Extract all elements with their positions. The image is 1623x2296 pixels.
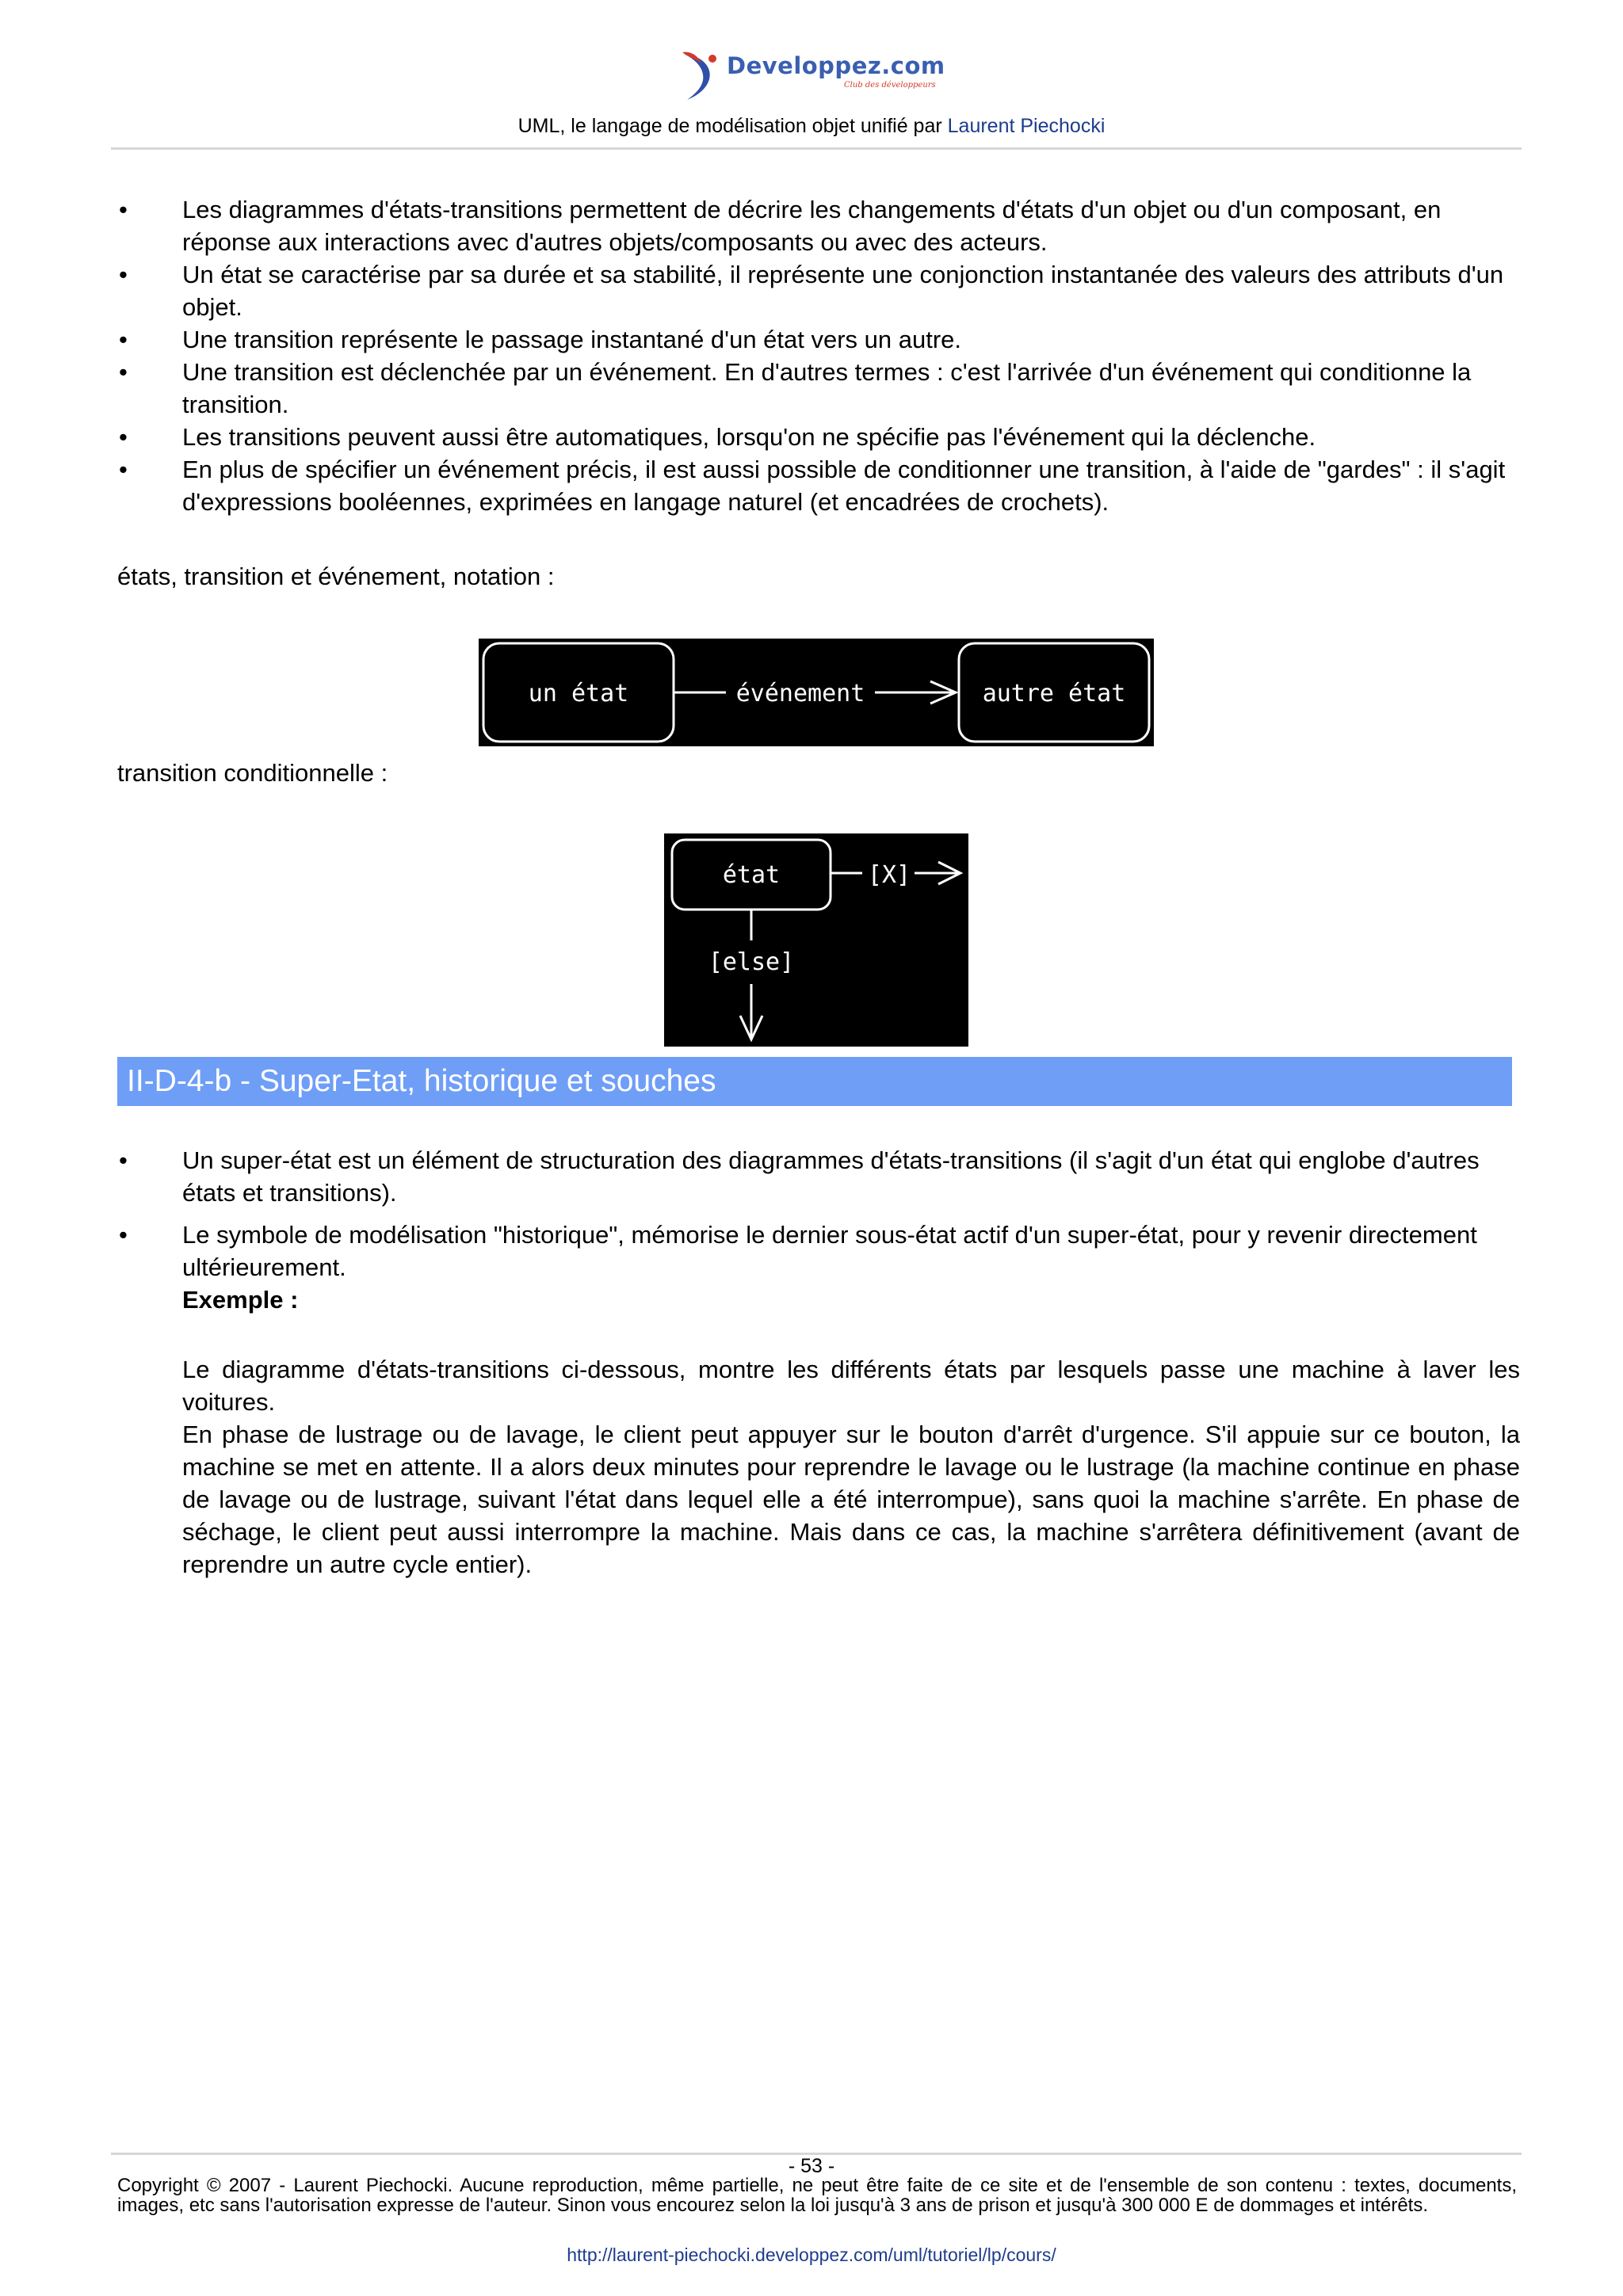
footer-url-link[interactable]: http://laurent-piechocki.developpez.com/uml/tutoriel/lp/cours/ — [567, 2245, 1056, 2265]
list-item-text: Un super-état est un élément de structuration des diagrammes d'états-transitions (il s'agit d'un état qui englobe d'autres états et transitions). — [182, 1146, 1480, 1207]
example-label: Exemple : — [182, 1286, 299, 1314]
list-item-text: Le symbole de modélisation "historique", mémorise le dernier sous-état actif d'un super-état, pour y revenir directement ultérieurement. — [182, 1221, 1477, 1281]
section-title: II-D-4-b - Super-Etat, historique et souches — [127, 1064, 716, 1098]
list-item: • Les transitions peuvent aussi être automatiques, lorsqu'on ne spécifie pas l'événement qui la déclenche. — [117, 421, 1520, 453]
logo-text: Developpez.com — [727, 52, 945, 79]
state-a-label: un état — [528, 680, 629, 707]
list-item: • Une transition est déclenchée par un événement. En d'autres termes : c'est l'arrivée d'un événement qui conditionne la transition. — [117, 356, 1520, 421]
document-title — [0, 115, 1623, 138]
list-item — [117, 1144, 1520, 1209]
conditional-transition-diagram — [664, 833, 968, 1047]
notation-label: états, transition et événement, notation : — [117, 563, 555, 590]
example-paragraph-2: En phase de lustrage ou de lavage, le client peut appuyer sur le bouton d'arrêt d'urgence. S'il appuie sur ce bouton, la machine se met en attente. Il a alors deux minutes pour reprendre le lavage ou le lustrage (la machine continue en phase de lavage ou de lustrage, suivant l'état dans lequel elle a été interrompue), sans quoi la machine s'arrête. En phase de séchage, le client peut aussi interrompre la machine. Mais dans ce cas, la machine s'arrêtera définitivement (avant de reprendre un autre cycle entier). — [182, 1421, 1520, 1578]
state-label: état — [722, 861, 781, 889]
state-transition-notation-diagram — [479, 639, 1154, 746]
diagram1-svg — [479, 639, 1154, 746]
state-b-label: autre état — [982, 680, 1126, 707]
section-bullet-list — [117, 1144, 1520, 1590]
page-number: - 53 - — [788, 2155, 835, 2177]
document-title-text: UML, le langage de modélisation objet unifié par — [517, 115, 948, 137]
list-item — [117, 1219, 1520, 1581]
diagram2-svg — [664, 833, 968, 1047]
list-item: • Un état se caractérise par sa durée et sa stabilité, il représente une conjonction instantanée des valeurs des attributs d'un objet. — [117, 258, 1520, 323]
conditional-transition-label: transition conditionnelle : — [117, 759, 388, 787]
guard-label: [X] — [867, 861, 911, 889]
event-label: événement — [735, 680, 865, 707]
else-label: [else] — [708, 948, 795, 976]
list-item: • Une transition représente le passage instantané d'un état vers un autre. — [117, 323, 1520, 356]
header-divider — [111, 147, 1522, 150]
list-item: • En plus de spécifier un événement précis, il est aussi possible de conditionner une transition, à l'aide de "gardes" : il s'agit d'expressions booléennes, exprimées en langage naturel (et encadrées de crochets). — [117, 453, 1520, 518]
copyright-notice: Copyright © 2007 - Laurent Piechocki. Aucune reproduction, même partielle, ne peut être faite de ce site et de l'ensemble de son contenu : textes, documents, images, etc sans l'autorisation expresse de l'auteur. Sinon vous encourez selon la loi jusqu'à 3 ans de prison et jusqu'à 300 000 E de dommages et intérêts. — [117, 2175, 1517, 2216]
logo-swoosh-icon — [678, 48, 728, 103]
developpez-logo[interactable] — [678, 48, 947, 103]
example-paragraph-1: Le diagramme d'états-transitions ci-dessous, montre les différents états par lesquels passe une machine à laver les voitures. — [182, 1356, 1520, 1416]
paragraph-spacer — [182, 1316, 1520, 1353]
section-heading-bar — [117, 1057, 1512, 1106]
logo-tagline: Club des développeurs — [844, 81, 936, 90]
list-item: • Les diagrammes d'états-transitions permettent de décrire les changements d'états d'un objet ou d'un composant, en réponse aux interactions avec d'autres objets/composants ou avec des acteurs. — [117, 193, 1520, 258]
intro-bullet-list — [117, 193, 1520, 518]
author-link[interactable]: Laurent Piechocki — [947, 115, 1106, 137]
